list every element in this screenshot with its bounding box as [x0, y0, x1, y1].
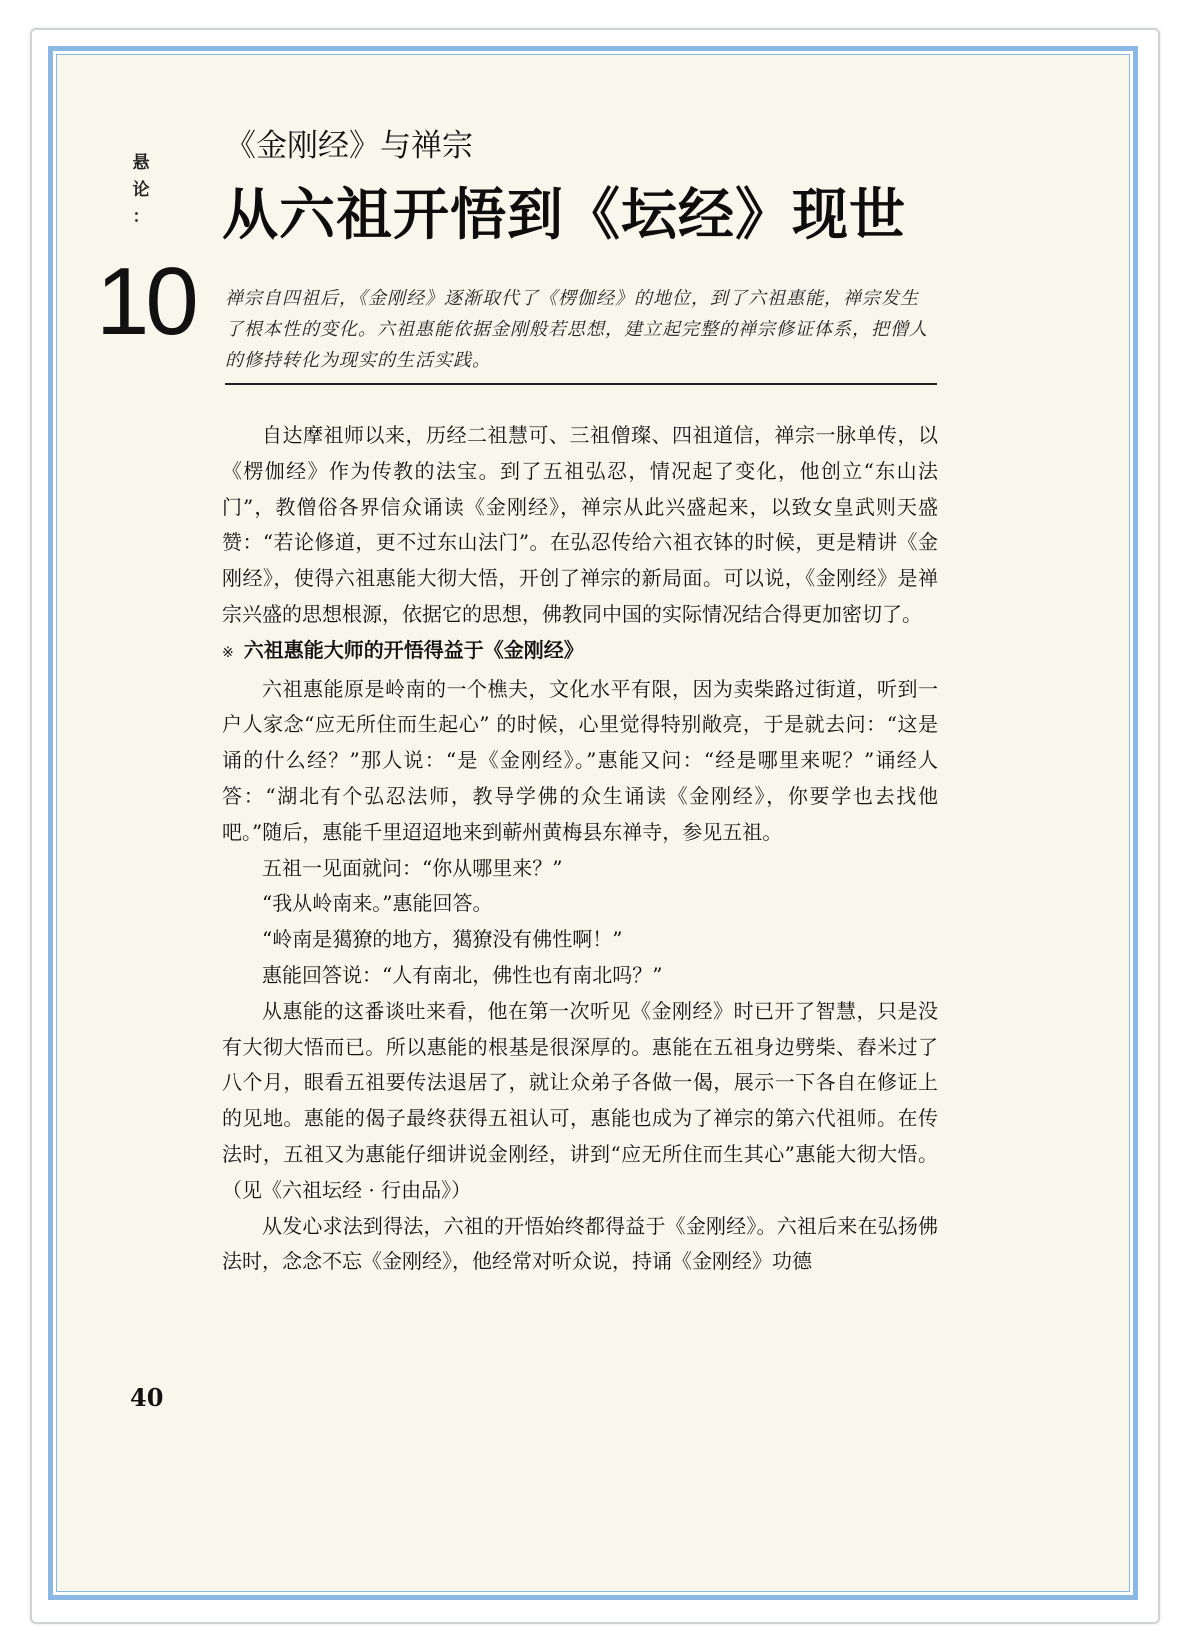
paragraph: “岭南是獦獠的地方，獦獠没有佛性啊！” — [262, 927, 623, 952]
paragraph: 惠能回答说：“人有南北，佛性也有南北吗？” — [262, 962, 663, 987]
side-label-char: 论 — [132, 180, 150, 200]
body-text — [222, 418, 938, 1280]
section-heading — [222, 633, 938, 672]
chapter-subtitle: 《金刚经》与禅宗 — [225, 128, 473, 164]
paragraph: 六祖惠能原是岭南的一个樵夫，文化水平有限，因为卖柴路过街道，听到一户人家念“应无所住而生起心” 的时候，心里觉得特别敞亮，于是就去问：“这是诵的什么经？”那人说：“是《金刚经》。”惠能又问：“经是哪里来呢？”诵经人答：“湖北有个弘忍法师，教导学佛的众生诵读《金刚经》，你要学也去找他吧。”随后，惠能千里迢迢地来到蕲州黄梅县东禅寺，参见五祖。 — [222, 676, 938, 844]
paragraph: 自达摩祖师以来，历经二祖慧可、三祖僧璨、四祖道信，禅宗一脉单传，以《楞伽经》作为传教的法宝。到了五祖弘忍，情况起了变化，他创立“东山法门”，教僧俗各界信众诵读《金刚经》，禅宗从此兴盛起来，以致女皇武则天盛赞：“若论修道，更不过东山法门”。在弘忍传给六祖衣钵的时候，更是精讲《金刚经》，使得六祖惠能大彻大悟，开创了禅宗的新局面。可以说，《金刚经》是禅宗兴盛的思想根源，依据它的思想，佛教同中国的实际情况结合得更加密切了。 — [222, 423, 938, 626]
section-mark-icon: ※ — [222, 644, 234, 661]
paragraph: 五祖一见面就问：“你从哪里来？” — [262, 855, 563, 880]
side-label-char: ： — [132, 207, 150, 227]
intro-divider — [225, 383, 937, 385]
chapter-number: 10 — [96, 248, 195, 355]
paragraph: 从惠能的这番谈吐来看，他在第一次听见《金刚经》时已开了智慧，只是没有大彻大悟而已。所以惠能的根基是很深厚的。惠能在五祖身边劈柴、舂米过了八个月，眼看五祖要传法退居了，就让众弟子各做一偈，展示一下各自在修证上的见地。惠能的偈子最终获得五祖认可，惠能也成为了禅宗的第六代祖师。在传法时，五祖又为惠能仔细讲说金刚经，讲到“应无所住而生其心”惠能大彻大悟。（见《六祖坛经 · 行由品》） — [222, 998, 938, 1202]
side-label-char: 悬 — [132, 153, 150, 173]
series-side-label — [130, 150, 152, 231]
section-heading-text: 六祖惠能大师的开悟得益于《金刚经》 — [243, 637, 584, 662]
paragraph: “我从岭南来。”惠能回答。 — [262, 891, 493, 916]
paragraph: 从发心求法到得法，六祖的开悟始终都得益于《金刚经》。六祖后来在弘扬佛法时，念念不忘《金刚经》，他经常对听众说，持诵《金刚经》功德 — [222, 1213, 938, 1274]
chapter-intro: 禅宗自四祖后，《金刚经》逐渐取代了《楞伽经》的地位，到了六祖惠能，禅宗发生了根本性的变化。六祖惠能依据金刚般若思想，建立起完整的禅宗修证体系，把僧人的修持转化为现实的生活实践。 — [225, 288, 928, 371]
page-number: 40 — [130, 1383, 164, 1412]
chapter-title: 从六祖开悟到《坛经》现世 — [222, 183, 906, 248]
